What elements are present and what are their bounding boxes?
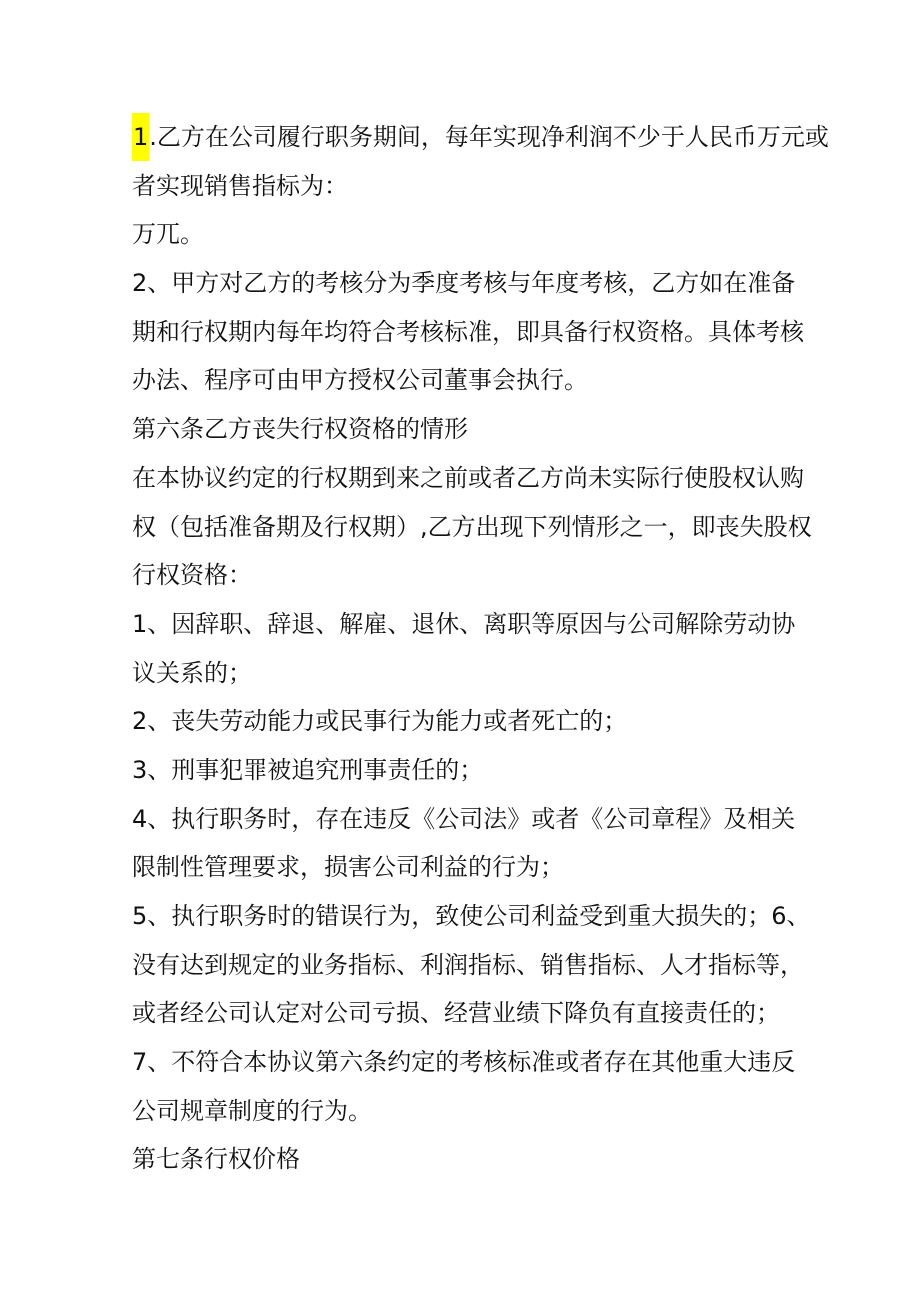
section-heading: 第六条乙方丧失行权资格的情形 <box>132 415 468 444</box>
section-heading: 第七条行权价格 <box>132 1145 300 1174</box>
highlighted-text: 1 <box>132 113 149 161</box>
line-text: .乙方在公司履行职务期间，每年实现净利润不少于人民币万元或 <box>149 123 829 151</box>
list-item: 1、因辞职、辞退、解雇、退休、离职等原因与公司解除劳动协 <box>132 609 796 638</box>
list-item-continuation: 公司规章制度的行为。 <box>132 1096 372 1125</box>
paragraph-line: 行权资格： <box>132 561 252 590</box>
list-item-continuation: 或者经公司认定对公司亏损、经营业绩下降负有直接责任的； <box>132 999 780 1028</box>
paragraph-line: 2、甲方对乙方的考核分为季度考核与年度考核，乙方如在准备 <box>132 269 796 298</box>
list-item-continuation: 限制性管理要求，损害公司利益的行为； <box>132 853 564 882</box>
paragraph-line <box>132 113 829 162</box>
paragraph-line: 万兀。 <box>132 220 204 249</box>
list-item-continuation: 没有达到规定的业务指标、利润指标、销售指标、人才指标等， <box>132 950 804 979</box>
list-item: 7、不符合本协议第六条约定的考核标准或者存在其他重大违反 <box>132 1048 796 1077</box>
list-item: 4、执行职务时，存在违反《公司法》或者《公司章程》及相关 <box>132 804 796 833</box>
document-body <box>132 113 829 1184</box>
paragraph-line: 权（包括准备期及行权期）,乙方出现下列情形之一，即丧失股权 <box>132 512 812 541</box>
paragraph-line: 在本协议约定的行权期到来之前或者乙方尚未实际行使股权认购 <box>132 463 804 492</box>
list-item: 5、执行职务时的错误行为，致使公司利益受到重大损失的；6、 <box>132 902 811 930</box>
list-item-continuation: 议关系的； <box>132 658 252 687</box>
paragraph-line: 期和行权期内每年均符合考核标准，即具备行权资格。具体考核 <box>132 317 804 346</box>
paragraph-line: 者实现销售指标为： <box>132 171 348 200</box>
paragraph-line: 办法、程序可由甲方授权公司董事会执行。 <box>132 366 588 395</box>
list-item: 3、刑事犯罪被追究刑事责任的； <box>132 755 484 784</box>
list-item: 2、丧失劳动能力或民事行为能力或者死亡的； <box>132 707 628 736</box>
